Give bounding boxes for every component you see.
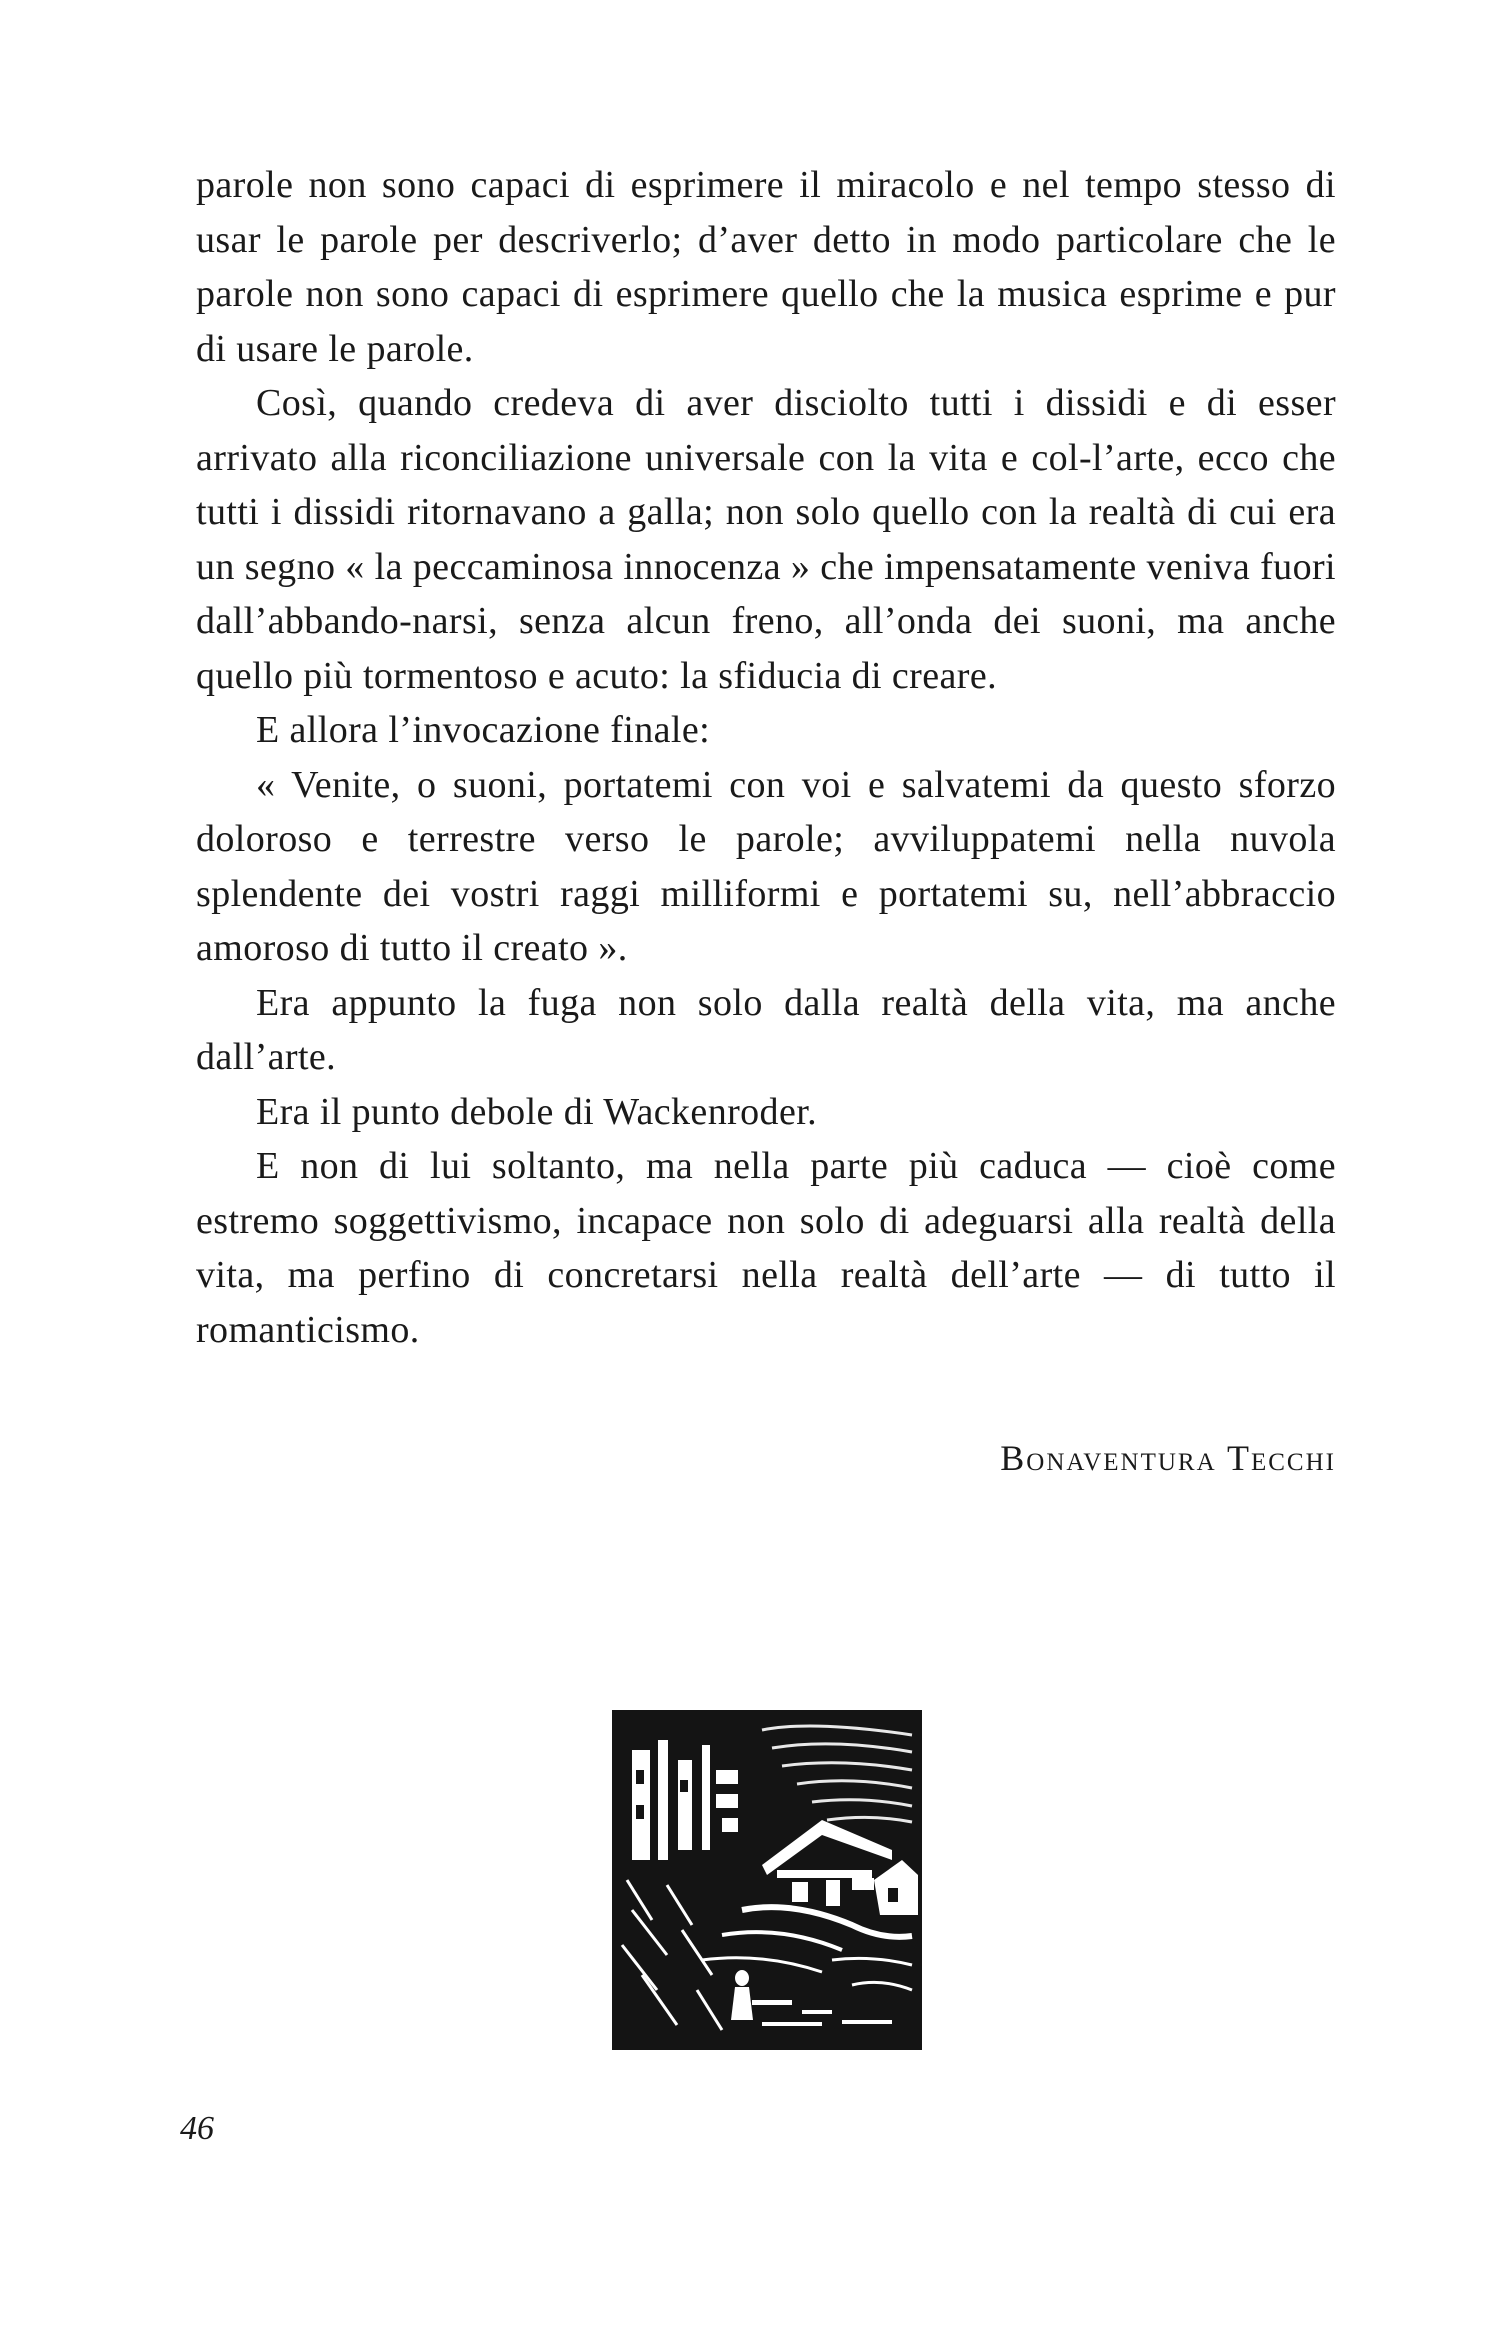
body-text <box>196 158 1336 1357</box>
paragraph: parole non sono capaci di esprimere il miracolo e nel tempo stesso di usar le parole per descriverlo; d’aver detto in modo particolare che le parole non sono capaci di esprimere quello che la musica esprime e pur di usare le parole. <box>196 164 1336 370</box>
paragraph: E allora l’invocazione finale: <box>256 709 711 751</box>
paragraph: Era appunto la fuga non solo dalla realtà della vita, ma anche dall’arte. <box>196 981 1336 1078</box>
paragraph: « Venite, o suoni, portatemi con voi e salvatemi da questo sforzo doloroso e terrestre verso le parole; avviluppatemi nella nuvola splendente dei vostri raggi milliformi e portatemi su, nell’abbraccio amoroso di tutto il creato ». <box>196 763 1336 969</box>
paragraph: E non di lui soltanto, ma nella parte più caduca — cioè come estremo soggettivismo, incapace non solo di adeguarsi alla realtà della vita, ma perfino di concretarsi nella realtà dell’arte — di tutto il romanticismo. <box>196 1145 1336 1351</box>
author-signature: Bonaventura Tecchi <box>1000 1438 1336 1478</box>
page-number: 46 <box>180 2110 214 2147</box>
paragraph: Così, quando credeva di aver disciolto tutti i dissidi e di esser arrivato alla riconciliazione universale con la vita e col-l’arte, ecco che tutti i dissidi ritornavano a galla; non solo quello con la realtà di cui era un segno « la peccaminosa innocenza » che impensatamente veniva fuori dall’abbando-narsi, senza alcun freno, all’onda dei suoni, ma anche quello più tormentoso e acuto: la sfiducia di creare. <box>196 382 1336 697</box>
woodcut-village-illustration <box>612 1710 922 2050</box>
paragraph: Era il punto debole di Wackenroder. <box>256 1090 818 1133</box>
